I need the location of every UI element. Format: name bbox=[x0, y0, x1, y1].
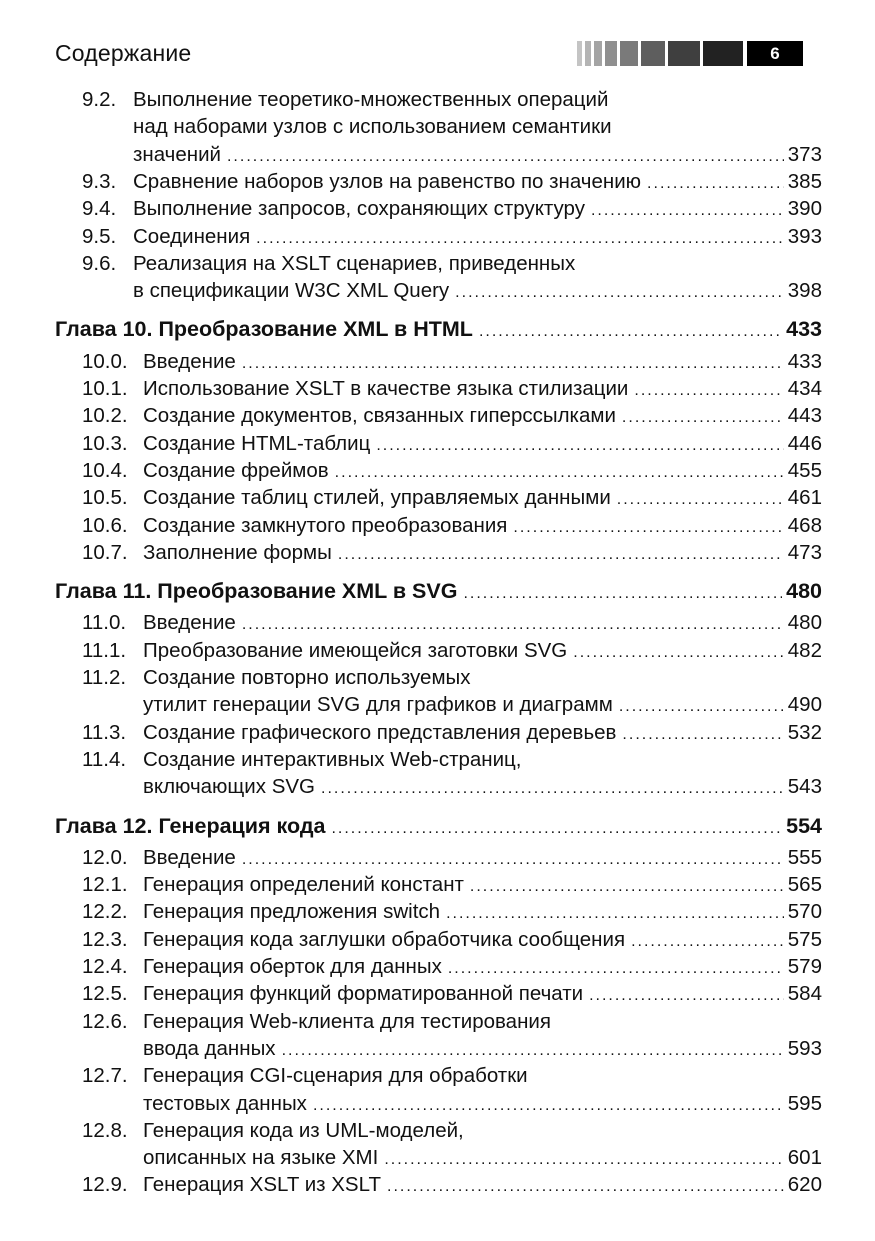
toc-entry-number: 12.1. bbox=[82, 873, 128, 897]
toc-entry-title: Генерация функций форматированной печати bbox=[143, 982, 584, 1006]
header-bar bbox=[668, 41, 700, 66]
dot-leader bbox=[256, 225, 784, 252]
toc-entry[interactable] bbox=[143, 1144, 822, 1171]
toc-entry-line bbox=[82, 1117, 822, 1144]
toc-entry-number: 10.4. bbox=[82, 458, 128, 482]
toc-entry-number: 12.7. bbox=[82, 1064, 128, 1088]
header-bar bbox=[577, 41, 582, 66]
dot-leader bbox=[513, 514, 783, 541]
toc-entry[interactable] bbox=[133, 277, 822, 304]
toc-page-number: 601 bbox=[787, 1146, 822, 1170]
toc-entry-number: 9.3. bbox=[82, 169, 117, 193]
toc-entry[interactable] bbox=[82, 375, 822, 402]
toc-page-number: 443 bbox=[787, 404, 822, 428]
toc-entry-line bbox=[82, 86, 822, 113]
toc-entry-title: Генерация кода из UML-моделей, bbox=[143, 1118, 464, 1142]
toc-page-number: 480 bbox=[786, 579, 822, 604]
toc-entry-title: Сравнение наборов узлов на равенство по значению bbox=[133, 169, 642, 193]
toc-entry-title: Создание интерактивных Web-страниц, bbox=[143, 747, 522, 771]
toc-page-number: 595 bbox=[787, 1091, 822, 1115]
dot-leader bbox=[589, 982, 784, 1009]
toc-entry-title: ввода данных bbox=[143, 1036, 276, 1060]
toc-entry-title: Введение bbox=[143, 845, 236, 869]
dot-leader bbox=[384, 1146, 783, 1173]
toc-entry-number: 12.8. bbox=[82, 1118, 128, 1142]
toc-entry-title: над наборами узлов с использованием семантики bbox=[133, 115, 612, 139]
toc-entry-title: Создание таблиц стилей, управляемых данными bbox=[143, 486, 611, 510]
dot-leader bbox=[227, 143, 784, 170]
toc-entry-title: Генерация предложения switch bbox=[143, 900, 441, 924]
dot-leader bbox=[647, 170, 784, 197]
toc-entry-line bbox=[82, 746, 822, 773]
toc-entry-number: 9.2. bbox=[82, 88, 117, 111]
toc-entry[interactable] bbox=[82, 348, 822, 375]
toc-entry-title: Создание графического представления деревьев bbox=[143, 720, 617, 744]
dot-leader bbox=[387, 1173, 784, 1200]
toc-entry[interactable] bbox=[82, 195, 822, 222]
dot-leader bbox=[617, 486, 784, 513]
page-header bbox=[55, 38, 822, 72]
toc-entry-title: значений bbox=[133, 142, 221, 166]
toc-entry[interactable] bbox=[82, 637, 822, 664]
toc-entry-number: 12.0. bbox=[82, 845, 128, 869]
page-title: Содержание bbox=[55, 40, 192, 66]
toc-page-number: 555 bbox=[787, 845, 822, 869]
toc-entry[interactable] bbox=[82, 539, 822, 566]
toc-page-number: 385 bbox=[787, 169, 822, 193]
toc-chapter[interactable] bbox=[55, 316, 822, 343]
dot-leader bbox=[321, 775, 784, 802]
dot-leader bbox=[446, 900, 784, 927]
toc-entry-title: Заполнение формы bbox=[143, 540, 332, 564]
toc-entry[interactable] bbox=[143, 691, 822, 718]
dot-leader bbox=[335, 459, 784, 486]
toc-entry-number: 12.9. bbox=[82, 1173, 128, 1197]
toc-entry-title: утилит генерации SVG для графиков и диаграмм bbox=[143, 693, 613, 717]
dot-leader bbox=[331, 815, 782, 842]
toc-entry-number: 10.5. bbox=[82, 486, 128, 510]
toc-entry-number: 12.2. bbox=[82, 900, 128, 924]
toc-entry-number: 10.6. bbox=[82, 513, 128, 537]
dot-leader bbox=[479, 318, 782, 345]
toc-entry-line bbox=[82, 664, 822, 691]
toc-entry-number: 11.2. bbox=[82, 666, 127, 689]
toc-entry[interactable] bbox=[143, 773, 822, 800]
toc-page-number: 620 bbox=[787, 1173, 822, 1197]
toc-entry-number: 10.7. bbox=[82, 540, 128, 564]
dot-leader bbox=[470, 873, 784, 900]
toc-entry-title: тестовых данных bbox=[143, 1091, 307, 1115]
dot-leader bbox=[463, 580, 782, 607]
toc-entry-title: Соединения bbox=[133, 224, 251, 248]
toc-page-number: 482 bbox=[787, 638, 822, 662]
toc-entry-number: 10.2. bbox=[82, 404, 128, 428]
toc-entry-number: 11.0. bbox=[82, 611, 127, 635]
toc-entry[interactable] bbox=[82, 1171, 822, 1198]
toc-entry-title: Выполнение запросов, сохраняющих структуру bbox=[133, 197, 585, 221]
toc-entry-number: 11.1. bbox=[82, 638, 127, 662]
toc-entry-number: 9.6. bbox=[82, 251, 117, 275]
toc-entry-title: Введение bbox=[143, 349, 236, 373]
toc-entry-title: описанных на языке XMI bbox=[143, 1146, 379, 1170]
toc-entry-title: Генерация определений констант bbox=[143, 873, 464, 897]
toc-page-number: 433 bbox=[786, 317, 822, 342]
toc-entry-title: Генерация кода заглушки обработчика сообщения bbox=[143, 927, 626, 951]
dot-leader bbox=[338, 541, 784, 568]
toc-page-number: 532 bbox=[787, 720, 822, 744]
dot-leader bbox=[282, 1037, 784, 1064]
toc-entry[interactable] bbox=[82, 719, 822, 746]
toc-page-number: 393 bbox=[787, 224, 822, 248]
toc-chapter-title: Глава 10. Преобразование XML в HTML bbox=[55, 317, 473, 342]
toc-entry-title: Использование XSLT в качестве языка стилизации bbox=[143, 377, 629, 400]
header-bar bbox=[703, 41, 743, 66]
header-bar bbox=[641, 41, 665, 66]
toc-entry-title: Реализация на XSLT сценариев, приведенных bbox=[133, 251, 576, 275]
toc-entry[interactable] bbox=[82, 609, 822, 636]
header-bar bbox=[585, 41, 591, 66]
dot-leader bbox=[622, 404, 784, 431]
dot-leader bbox=[448, 955, 784, 982]
header-bar bbox=[605, 41, 617, 66]
dot-leader bbox=[622, 721, 783, 748]
toc-entry[interactable] bbox=[133, 141, 822, 168]
toc-entry[interactable] bbox=[143, 1090, 822, 1117]
toc-page-number: 579 bbox=[787, 955, 822, 978]
toc-entry-number: 11.4. bbox=[82, 747, 127, 771]
toc-entry-title: Генерация CGI-сценария для обработки bbox=[143, 1064, 528, 1088]
toc-entry-title: Создание замкнутого преобразования bbox=[143, 513, 508, 537]
toc-entry-line bbox=[82, 250, 822, 277]
toc-page-number: 584 bbox=[787, 982, 822, 1006]
dot-leader bbox=[573, 639, 784, 666]
toc-entry-line bbox=[82, 1062, 822, 1089]
dot-leader bbox=[634, 377, 783, 404]
toc-entry-title: Введение bbox=[143, 611, 236, 635]
toc-entry-title: включающих SVG bbox=[143, 775, 315, 799]
toc-entry[interactable] bbox=[82, 430, 822, 457]
toc-page-number: 490 bbox=[787, 693, 822, 717]
dot-leader bbox=[242, 611, 784, 638]
toc-entry[interactable] bbox=[82, 512, 822, 539]
toc-entry-number: 9.4. bbox=[82, 197, 117, 221]
toc-entry[interactable] bbox=[82, 898, 822, 925]
toc-entry-title: Создание фреймов bbox=[143, 458, 329, 482]
toc-entry[interactable] bbox=[82, 953, 822, 980]
toc-page-number: 565 bbox=[787, 873, 822, 897]
toc-entry-number: 12.4. bbox=[82, 955, 128, 978]
page-number: 6 bbox=[747, 41, 803, 66]
dot-leader bbox=[631, 928, 784, 955]
toc-entry[interactable] bbox=[82, 871, 822, 898]
toc-entry-number: 10.1. bbox=[82, 377, 128, 400]
toc-entry-number: 9.5. bbox=[82, 224, 117, 248]
toc-chapter[interactable] bbox=[55, 813, 822, 840]
dot-leader bbox=[591, 197, 784, 224]
toc-entry-line bbox=[82, 1008, 822, 1035]
toc-entry-title: Генерация оберток для данных bbox=[143, 955, 442, 978]
toc-entry-number: 12.3. bbox=[82, 927, 128, 951]
toc-entry[interactable] bbox=[82, 980, 822, 1007]
toc-chapter[interactable] bbox=[55, 578, 822, 605]
toc-page-number: 554 bbox=[786, 813, 822, 838]
toc-page-number: 575 bbox=[787, 927, 822, 951]
toc-entry-title: Создание повторно используемых bbox=[143, 666, 471, 689]
toc-entry-number: 12.5. bbox=[82, 982, 128, 1006]
toc-page-number: 455 bbox=[787, 458, 822, 482]
toc-page-number: 433 bbox=[787, 349, 822, 373]
toc-entry-title: Преобразование имеющейся заготовки SVG bbox=[143, 638, 568, 662]
toc-entry[interactable] bbox=[82, 223, 822, 250]
toc-page-number: 570 bbox=[787, 900, 822, 924]
toc-entry-line bbox=[133, 113, 822, 140]
dot-leader bbox=[242, 350, 784, 377]
toc-page-number: 593 bbox=[787, 1036, 822, 1060]
toc-page-number: 480 bbox=[787, 611, 822, 635]
toc-page-number: 373 bbox=[787, 142, 822, 166]
toc-page-number: 543 bbox=[787, 775, 822, 799]
toc-entry-title: Выполнение теоретико-множественных операций bbox=[133, 88, 609, 111]
dot-leader bbox=[455, 279, 784, 306]
toc-entry-title: в спецификации W3C XML Query bbox=[133, 279, 450, 303]
toc-page-number: 461 bbox=[787, 486, 822, 510]
toc-entry-number: 11.3. bbox=[82, 720, 127, 744]
dot-leader bbox=[376, 432, 783, 459]
toc-entry[interactable] bbox=[143, 1035, 822, 1062]
toc-entry-title: Создание HTML-таблиц bbox=[143, 431, 371, 455]
toc-entry[interactable] bbox=[82, 457, 822, 484]
toc-entry-title: Создание документов, связанных гиперссылками bbox=[143, 404, 616, 428]
toc-chapter-title: Глава 11. Преобразование XML в SVG bbox=[55, 579, 458, 604]
toc-entry[interactable] bbox=[82, 844, 822, 871]
toc-entry[interactable] bbox=[82, 926, 822, 953]
header-bar-graphic bbox=[577, 41, 803, 66]
toc-page-number: 468 bbox=[787, 513, 822, 537]
dot-leader bbox=[619, 693, 784, 720]
header-bar bbox=[594, 41, 602, 66]
toc-page-number: 390 bbox=[787, 197, 822, 221]
toc-entry-title: Генерация XSLT из XSLT bbox=[143, 1173, 382, 1197]
toc-page-number: 434 bbox=[787, 377, 822, 400]
dot-leader bbox=[313, 1092, 784, 1119]
toc-entry-number: 12.6. bbox=[82, 1009, 128, 1033]
toc-chapter-title: Глава 12. Генерация кода bbox=[55, 813, 326, 838]
toc-entry-number: 10.3. bbox=[82, 431, 128, 455]
toc-page-number: 473 bbox=[787, 540, 822, 564]
header-bar bbox=[620, 41, 638, 66]
toc-entry-title: Генерация Web-клиента для тестирования bbox=[143, 1009, 551, 1033]
toc-page-number: 446 bbox=[787, 431, 822, 455]
toc-entry[interactable] bbox=[82, 168, 822, 195]
toc-entry-number: 10.0. bbox=[82, 349, 128, 373]
toc-entry[interactable] bbox=[82, 484, 822, 511]
toc-page-number: 398 bbox=[787, 279, 822, 303]
dot-leader bbox=[242, 846, 784, 873]
toc-entry[interactable] bbox=[82, 402, 822, 429]
